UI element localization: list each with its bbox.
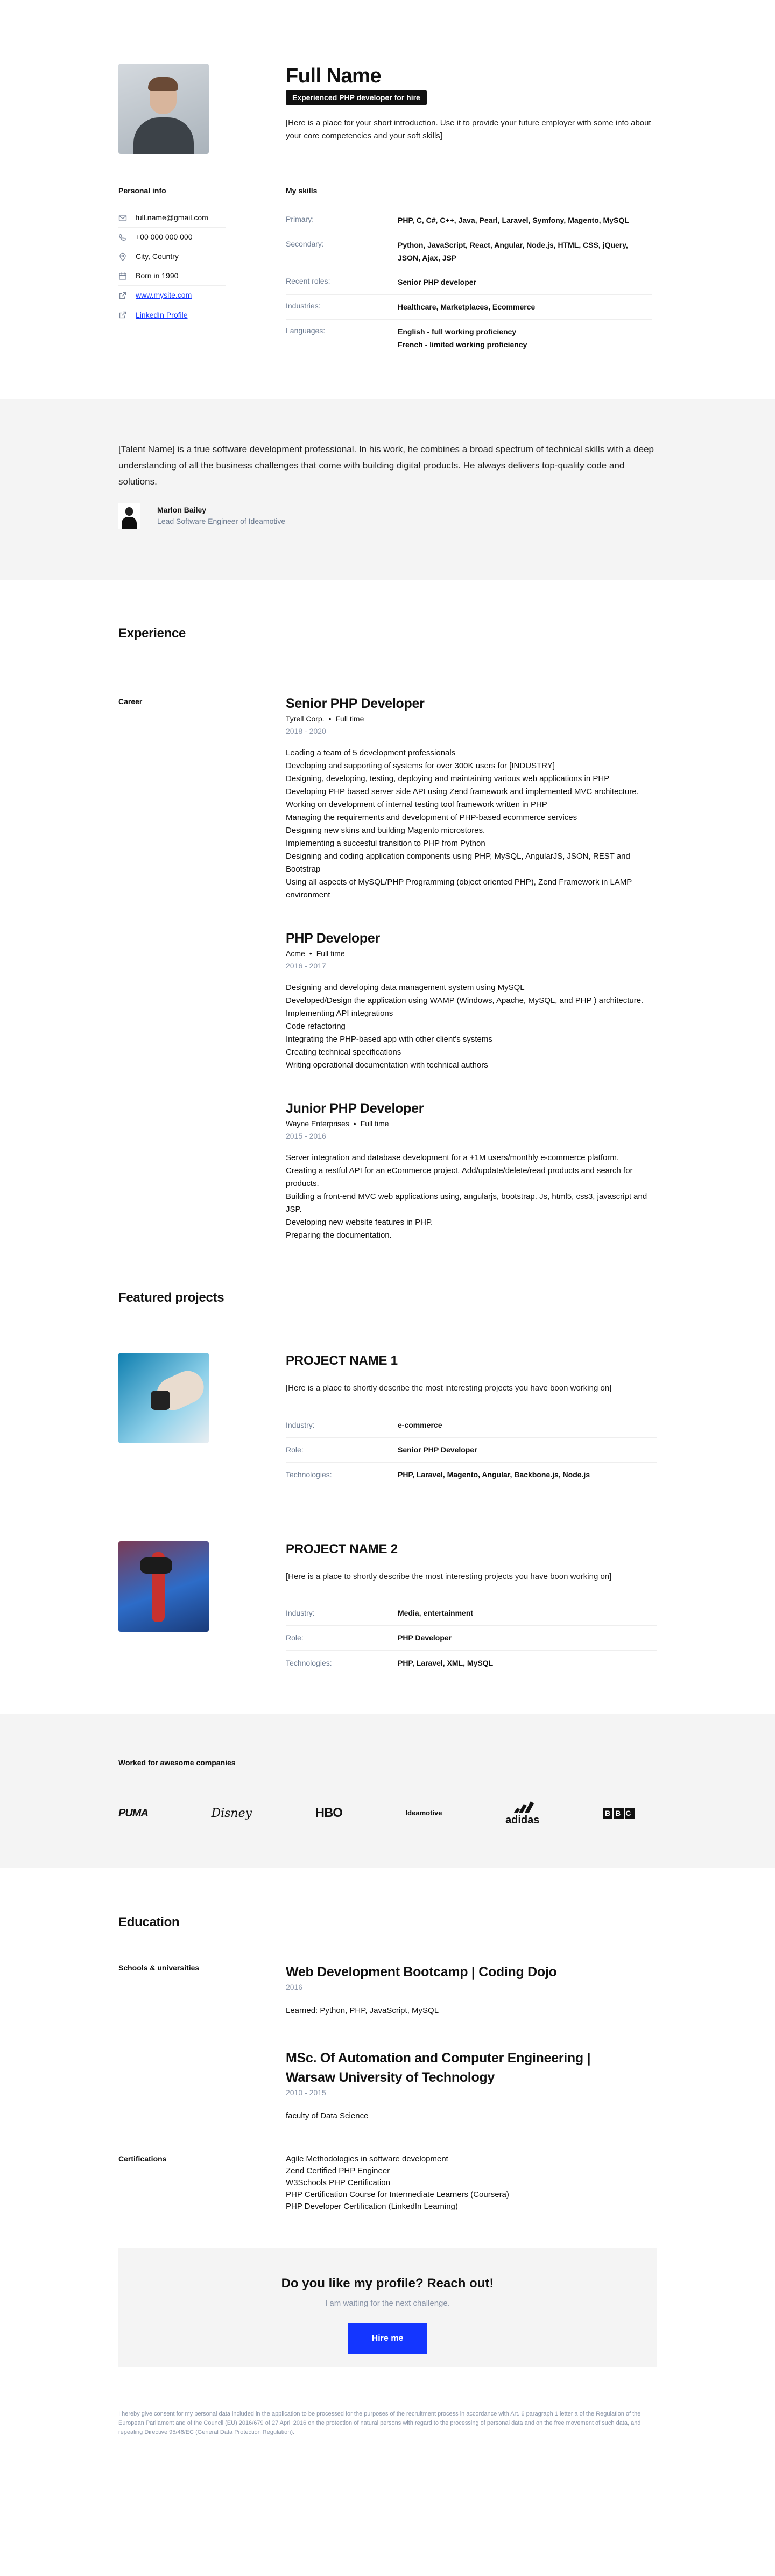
author-role: Lead Software Engineer of Ideamotive (157, 517, 286, 525)
job-dates: 2018 - 2020 (286, 727, 326, 735)
job-meta: Acme • Full time (286, 949, 345, 958)
adidas-stripes-icon (511, 1801, 534, 1813)
project-name: PROJECT NAME 1 (286, 1353, 398, 1368)
schools-label: Schools & universities (118, 1963, 200, 1972)
job-description-line: Designing and coding application components using PHP, MySQL, AngularJS, JSON, REST and Bootstrap (286, 852, 630, 874)
job-type: Full time (316, 949, 345, 958)
testimonial-author (118, 503, 657, 529)
skills-label: My skills (286, 186, 318, 195)
project-image (118, 1541, 209, 1632)
phone-icon (118, 233, 127, 242)
skills-row (286, 208, 652, 233)
profile-tagline: Experienced PHP developer for hire (286, 90, 427, 105)
school-description: faculty of Data Science (286, 2111, 369, 2121)
project-key: Industry: (286, 1609, 315, 1617)
project-item (118, 1541, 657, 1676)
job-description-line: Designing new skins and building Magento microstores. (286, 826, 485, 835)
job-description-line: Designing, developing, testing, deploying and maintaining various web applications in PHP (286, 774, 610, 783)
experience-title: Experience (118, 626, 186, 641)
job-type: Full time (335, 714, 364, 723)
school-title: Web Development Bootcamp | Coding Dojo (286, 1964, 557, 1980)
job-list (286, 695, 657, 1270)
project-item (118, 1353, 657, 1487)
skills-key: Recent roles: (286, 277, 330, 285)
external-link-icon (118, 311, 127, 319)
job-description-line: Code refactoring (286, 1022, 346, 1031)
author-avatar (118, 503, 140, 529)
certification-list (286, 2153, 657, 2213)
certification-item: Agile Methodologies in software development (286, 2154, 448, 2164)
website-link[interactable]: www.mysite.com (136, 291, 192, 299)
certifications-label: Certifications (118, 2154, 167, 2163)
job-title: Senior PHP Developer (286, 696, 425, 711)
school-item (286, 2048, 657, 2123)
job-type: Full time (360, 1119, 389, 1128)
phone-text: +00 000 000 000 (136, 233, 193, 241)
cta-box (118, 2248, 657, 2367)
hire-me-button[interactable]: Hire me (348, 2323, 427, 2354)
experience-section (0, 580, 775, 1270)
info-section (0, 185, 775, 399)
linkedin-link[interactable]: LinkedIn Profile (136, 310, 188, 319)
job-description-line: Integrating the PHP-based app with other client's systems (286, 1035, 492, 1044)
skills-row (286, 233, 652, 270)
job-company: Acme (286, 949, 305, 958)
cta-subtitle: I am waiting for the next challenge. (325, 2299, 450, 2308)
project-value: PHP, Laravel, XML, MySQL (398, 1658, 494, 1667)
skills-key: Primary: (286, 215, 314, 223)
project-row (286, 1651, 657, 1675)
companies-section (0, 1714, 775, 1868)
job-item (286, 930, 657, 1072)
projects-section (0, 1270, 775, 1675)
skills-value: Senior PHP developer (398, 278, 477, 286)
project-description: [Here is a place to shortly describe the most interesting projects you have boon working on] (286, 1571, 612, 1581)
project-value: e-commerce (398, 1420, 442, 1429)
project-row (286, 1601, 657, 1626)
project-value: PHP Developer (398, 1633, 452, 1642)
project-details (286, 1413, 657, 1487)
calendar-icon (118, 272, 127, 280)
phone-item (118, 228, 226, 247)
website-item (118, 286, 226, 305)
project-key: Industry: (286, 1420, 315, 1429)
certification-item: Zend Certified PHP Engineer (286, 2166, 390, 2175)
project-value: Media, entertainment (398, 1609, 474, 1617)
bbc-text: BBC (603, 1808, 635, 1819)
project-key: Technologies: (286, 1470, 332, 1479)
job-item (286, 695, 657, 902)
job-description-line: Leading a team of 5 development professionals (286, 748, 456, 757)
job-title: PHP Developer (286, 931, 380, 946)
project-value: Senior PHP Developer (398, 1445, 477, 1454)
job-description-line: Creating a restful API for an eCommerce project. Add/update/delete/read products and search for products. (286, 1166, 633, 1188)
gdpr-consent-text: I hereby give consent for my personal data included in the application to be processed for the purposes of the recruitment process in accordance with Art. 6 paragraph 1 letter a of the Regulation of the European Parliament and of the Council (EU) 2016/679 of 27 April 2016 on the protection of natural persons with regard to the processing of personal data and on the free movement of such data, and repealing Directive 95/46/EC (General Data Protection Regulation). (118, 2411, 641, 2435)
project-details (286, 1601, 657, 1675)
project-description: [Here is a place to shortly describe the most interesting projects you have boon working on] (286, 1384, 612, 1393)
email-item (118, 208, 226, 228)
projects-title: Featured projects (118, 1290, 224, 1305)
certification-item: PHP Developer Certification (LinkedIn Learning) (286, 2202, 458, 2211)
location-item (118, 247, 226, 266)
job-item (286, 1100, 657, 1242)
hbo-logo: HBO (315, 1806, 342, 1820)
certification-item: PHP Certification Course for Intermediate Learners (Coursera) (286, 2190, 509, 2199)
job-description-line: Writing operational documentation with technical authors (286, 1061, 488, 1070)
job-meta: Wayne Enterprises • Full time (286, 1119, 389, 1128)
testimonial-section (0, 399, 775, 580)
skills-table (286, 208, 652, 356)
skills-value: Python, JavaScript, React, Angular, Node.js, HTML, CSS, jQuery, JSON, Ajax, JSP (398, 241, 628, 262)
education-section (0, 1868, 775, 2367)
job-description-line: Working on development of internal testing tool framework written in PHP (286, 800, 547, 809)
ideamotive-logo: Ideamotive (405, 1809, 442, 1817)
job-company: Wayne Enterprises (286, 1119, 349, 1128)
skills-key: Secondary: (286, 240, 324, 248)
project-row (286, 1626, 657, 1651)
project-row (286, 1413, 657, 1438)
job-dates: 2016 - 2017 (286, 961, 326, 970)
job-description-line: Creating technical specifications (286, 1048, 401, 1057)
skills-key: Industries: (286, 301, 321, 310)
language-french: French - limited working proficiency (398, 340, 527, 349)
job-description-line: Server integration and database development for a +1M users/monthly e-commerce platform. (286, 1153, 619, 1162)
project-row (286, 1438, 657, 1463)
school-dates: 2016 (286, 1983, 303, 1991)
job-description-line: Using all aspects of MySQL/PHP Programming (object oriented PHP), Zend Framework in LAMP environment (286, 878, 632, 900)
profile-name: Full Name (286, 65, 382, 87)
job-description-line: Developing and supporting of systems for over 300K users for [INDUSTRY] (286, 761, 555, 770)
disney-logo: Disney (211, 1806, 252, 1820)
job-description-line: Developing PHP based server side API using Zend framework and implemented MVC architecture. (286, 787, 639, 796)
skills-key: Languages: (286, 326, 326, 335)
job-description-line: Managing the requirements and development of PHP-based ecommerce services (286, 813, 577, 822)
adidas-logo (505, 1801, 539, 1826)
company-logos (118, 1801, 657, 1826)
birth-item (118, 266, 226, 286)
personal-info-label: Personal info (118, 186, 166, 195)
job-description-line: Developing new website features in PHP. (286, 1218, 433, 1227)
job-dates: 2015 - 2016 (286, 1132, 326, 1140)
project-row (286, 1463, 657, 1487)
career-label: Career (118, 697, 143, 706)
job-description-line: Building a front-end MVC web applications using, angularjs, bootstrap. Js, html5, css3, javascript and JSP. (286, 1192, 647, 1214)
bbc-logo (603, 1808, 635, 1819)
job-description-line: Implementing a succesful transition to PHP from Python (286, 839, 485, 848)
author-name: Marlon Bailey (157, 506, 207, 514)
cta-title: Do you like my profile? Reach out! (281, 2276, 494, 2291)
skills-row (286, 320, 652, 356)
companies-label: Worked for awesome companies (118, 1758, 236, 1767)
project-name: PROJECT NAME 2 (286, 1541, 398, 1556)
certification-item: W3Schools PHP Certification (286, 2178, 390, 2187)
school-item (286, 1962, 657, 2017)
linkedin-item (118, 305, 226, 325)
job-description (286, 747, 657, 902)
school-dates: 2010 - 2015 (286, 2088, 326, 2097)
adidas-text: adidas (505, 1814, 540, 1826)
external-link-icon (118, 291, 127, 300)
job-meta: Tyrell Corp. • Full time (286, 714, 364, 723)
job-description-line: Designing and developing data management system using MySQL (286, 983, 525, 992)
job-title: Junior PHP Developer (286, 1101, 424, 1116)
project-key: Role: (286, 1445, 304, 1454)
birth-text: Born in 1990 (136, 271, 179, 280)
project-key: Role: (286, 1633, 304, 1642)
skills-value: PHP, C, C#, C++, Java, Pearl, Laravel, Symfony, Magento, MySQL (398, 216, 629, 224)
profile-header (0, 0, 775, 185)
project-image (118, 1353, 209, 1443)
school-description: Learned: Python, PHP, JavaScript, MySQL (286, 2006, 439, 2015)
job-description-line: Preparing the documentation. (286, 1231, 392, 1240)
skills-value: Healthcare, Marketplaces, Ecommerce (398, 303, 536, 311)
skills-row (286, 270, 652, 295)
email-text: full.name@gmail.com (136, 213, 208, 222)
puma-logo: PUMA (118, 1807, 148, 1819)
job-description-line: Implementing API integrations (286, 1009, 393, 1018)
language-english: English - full working proficiency (398, 327, 517, 336)
location-icon (118, 252, 127, 261)
education-title: Education (118, 1915, 180, 1929)
job-description (286, 1152, 657, 1242)
testimonial-quote: [Talent Name] is a true software development professional. In his work, he combines a broad spectrum of technical skills with a deep understanding of all the business challenges that come with building digital products. He always delivers top-quality code and solutions. (118, 444, 654, 487)
personal-info-list (118, 208, 226, 325)
location-text: City, Country (136, 252, 179, 261)
profile-intro: [Here is a place for your short introduction. Use it to provide your future employer with some info about your core competencies and your soft skills] (286, 118, 651, 141)
project-value: PHP, Laravel, Magento, Angular, Backbone.js, Node.js (398, 1470, 590, 1479)
footer (0, 2367, 775, 2480)
job-company: Tyrell Corp. (286, 714, 325, 723)
skills-value (398, 325, 527, 351)
job-description (286, 981, 657, 1072)
mail-icon (118, 214, 127, 222)
school-title: MSc. Of Automation and Computer Engineering | Warsaw University of Technology (286, 2050, 591, 2085)
project-key: Technologies: (286, 1658, 332, 1667)
job-description-line: Developed/Design the application using WAMP (Windows, Apache, MySQL, and PHP ) architecture. (286, 996, 644, 1005)
skills-row (286, 295, 652, 320)
profile-photo (118, 64, 209, 154)
